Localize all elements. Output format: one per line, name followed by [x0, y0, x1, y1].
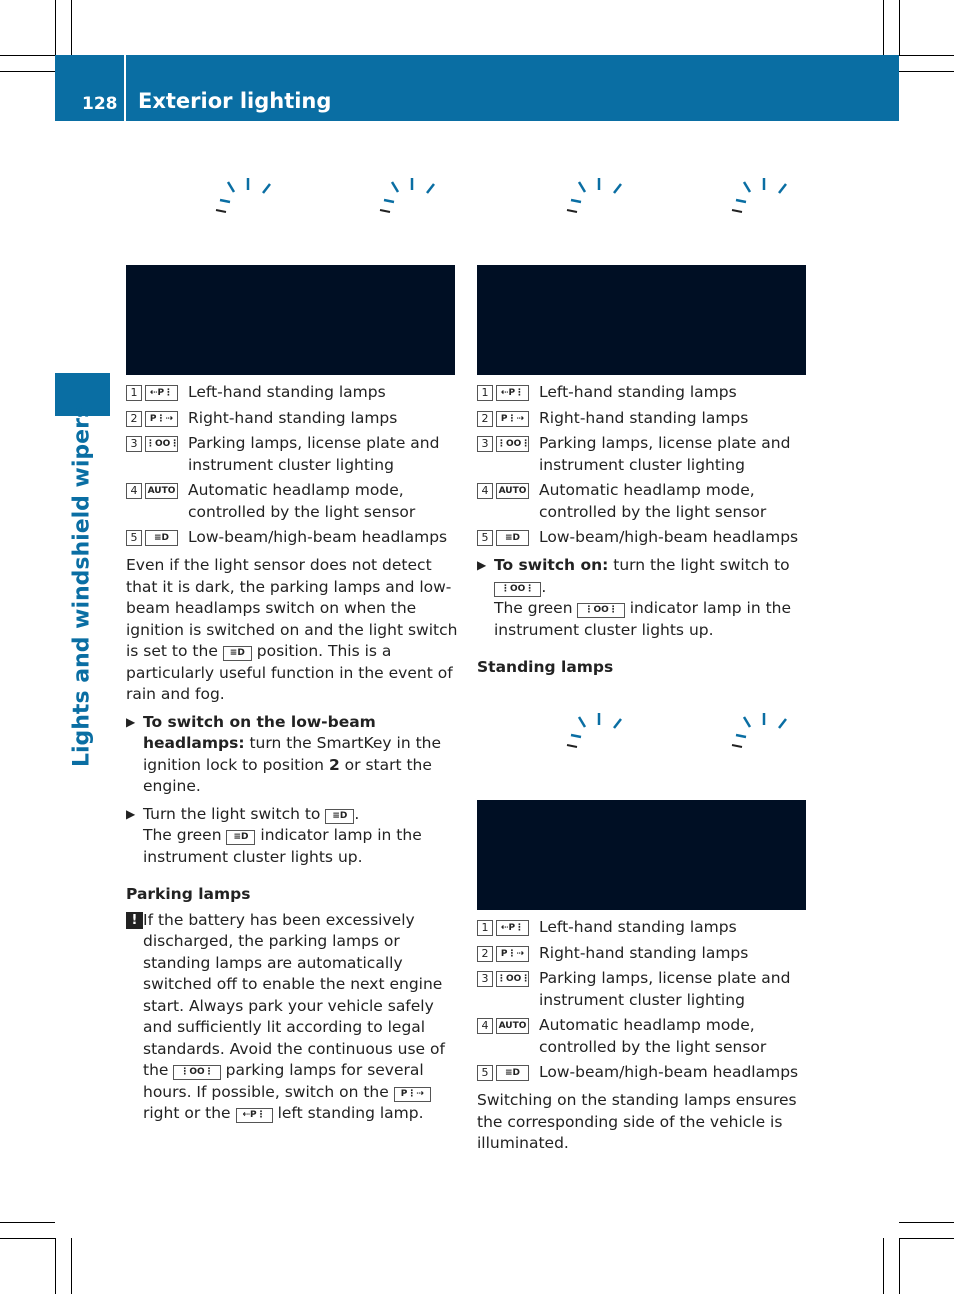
legend-item — [477, 1015, 812, 1058]
result-text: The green — [494, 599, 573, 617]
low-beam-icon: ≡D — [145, 530, 178, 546]
crop-mark — [899, 55, 954, 56]
legend-item — [477, 480, 812, 523]
crop-mark — [55, 1238, 56, 1294]
right-standing-lamp-icon: P⋮⇢ — [145, 411, 178, 427]
step-title: To switch on the low-beam headlamps: — [143, 712, 376, 752]
legend-text: Left-hand standing lamps — [539, 918, 737, 936]
legend-text: Left-hand standing lamps — [188, 383, 386, 401]
section-title: Exterior lighting — [138, 89, 332, 113]
standing-lamps-heading: Standing lamps — [477, 658, 614, 676]
crop-mark — [883, 1238, 884, 1294]
legend-item — [126, 527, 461, 549]
parking-lamp-icon: ⋮OO⋮ — [494, 582, 541, 597]
parking-lamps-heading: Parking lamps — [126, 885, 251, 903]
parking-lamp-icon: ⋮OO⋮ — [496, 436, 529, 452]
step-text-end: or start the engine. — [143, 755, 432, 795]
crop-mark — [0, 71, 55, 72]
auto-headlamp-icon: AUTO — [145, 483, 178, 499]
step-parking-on — [477, 555, 812, 641]
right-standing-lamp-icon: P⋮⇢ — [394, 1087, 431, 1102]
legend-text: Automatic headlamp mode, controlled by the light sensor — [539, 1016, 767, 1056]
intro-paragraph — [126, 555, 461, 706]
warning-text: If the battery has been excessively discharged, the parking lamps or standing lamps are automatically switched off to enable the next engine start. Always park your vehicle safely and sufficiently lit according to legal standards. Avoid the continuous use of the — [143, 910, 445, 1079]
legend-text: Right-hand standing lamps — [188, 408, 398, 427]
side-tab-label: Lights and windshield wipers — [69, 404, 95, 768]
legend-item — [477, 408, 812, 430]
legend-number: 1 — [126, 385, 142, 401]
low-beam-icon: ≡D — [496, 1065, 529, 1081]
legend-text: Low-beam/high-beam headlamps — [188, 528, 448, 546]
step-title: To switch on: — [494, 556, 609, 574]
parking-lamp-icon: ⋮OO⋮ — [145, 436, 178, 452]
crop-mark — [0, 1238, 55, 1239]
legend-text: Parking lamps, license plate and instrument cluster lighting — [539, 434, 791, 474]
legend-text: Right-hand standing lamps — [539, 943, 749, 962]
left-standing-lamp-icon: ⇠P⋮ — [236, 1108, 273, 1123]
legend-item — [126, 408, 461, 430]
crop-mark — [899, 0, 900, 55]
low-beam-icon: ≡D — [325, 809, 354, 824]
step-arrow-icon: ▶ — [477, 558, 487, 572]
right-standing-lamp-icon: P⋮⇢ — [496, 946, 529, 962]
parking-lamp-icon: ⋮OO⋮ — [577, 603, 624, 618]
step-arrow-icon: ▶ — [126, 714, 136, 729]
legend-number: 1 — [477, 385, 493, 401]
right-standing-lamp-icon: P⋮⇢ — [496, 411, 529, 427]
low-beam-icon: ≡D — [496, 530, 529, 546]
legend-item — [477, 917, 812, 939]
legend-number: 2 — [126, 411, 142, 427]
switch-legend — [477, 382, 812, 553]
legend-text: Automatic headlamp mode, controlled by the light sensor — [188, 481, 416, 521]
left-standing-lamp-icon: ⇠P⋮ — [496, 920, 529, 936]
legend-number: 3 — [477, 971, 493, 987]
legend-number: 3 — [126, 436, 142, 452]
indicator-rays-icon — [212, 174, 276, 216]
left-standing-lamp-icon: ⇠P⋮ — [145, 385, 178, 401]
indicator-rays-icon — [376, 174, 440, 216]
step-end-mark: . — [354, 804, 360, 823]
step-arrow-icon: ▶ — [126, 806, 136, 821]
legend-number: 4 — [477, 483, 493, 499]
legend-item — [477, 968, 812, 1011]
result-text: The green — [143, 826, 222, 844]
legend-text: Low-beam/high-beam headlamps — [539, 528, 799, 546]
parking-lamp-icon: ⋮OO⋮ — [496, 971, 529, 987]
step-end-mark: . — [541, 577, 547, 596]
legend-number: 3 — [477, 436, 493, 452]
switch-legend — [477, 917, 812, 1088]
legend-item — [126, 480, 461, 523]
switch-legend — [126, 382, 461, 553]
legend-item — [477, 433, 812, 476]
step-text: turn the SmartKey in the ignition lock to position — [143, 734, 442, 774]
warning-text: right or the — [143, 1104, 231, 1122]
indicator-rays-icon — [728, 709, 792, 751]
legend-number: 4 — [126, 483, 142, 499]
indicator-rays-icon — [563, 709, 627, 751]
indicator-rays-icon — [563, 174, 627, 216]
crop-mark — [55, 0, 56, 55]
crop-mark — [883, 0, 884, 55]
legend-number: 5 — [477, 530, 493, 546]
legend-text: Parking lamps, license plate and instrument cluster lighting — [539, 969, 791, 1009]
page-number: 128 — [82, 94, 118, 114]
result-text-end: indicator lamp in the instrument cluster lights up. — [143, 826, 422, 866]
auto-headlamp-icon: AUTO — [496, 483, 529, 499]
header-divider — [124, 55, 126, 121]
warning-icon: ! — [126, 912, 143, 929]
closing-paragraph: Switching on the standing lamps ensures the corresponding side of the vehicle is illuminated. — [477, 1091, 797, 1152]
legend-text: Left-hand standing lamps — [539, 383, 737, 401]
crop-mark — [0, 1222, 55, 1223]
warning-text: left standing lamp. — [277, 1104, 424, 1122]
indicator-rays-icon — [728, 174, 792, 216]
low-beam-icon: ≡D — [226, 830, 255, 845]
legend-text: Low-beam/high-beam headlamps — [539, 1063, 799, 1081]
result-text-end: indicator lamp in the instrument cluster lights up. — [494, 599, 792, 639]
warning-text: parking lamps for several hours. If possible, switch on the — [143, 1061, 424, 1101]
ignition-position: 2 — [328, 755, 340, 774]
right-column-text — [477, 555, 812, 679]
crop-mark — [899, 1238, 954, 1239]
crop-mark — [899, 1238, 900, 1294]
legend-number: 5 — [126, 530, 142, 546]
legend-number: 4 — [477, 1018, 493, 1034]
parking-lamp-icon: ⋮OO⋮ — [173, 1065, 220, 1080]
auto-headlamp-icon: AUTO — [496, 1018, 529, 1034]
step-turn-switch — [126, 804, 461, 869]
legend-item — [477, 943, 812, 965]
legend-item — [126, 433, 461, 476]
legend-text: Right-hand standing lamps — [539, 408, 749, 427]
legend-number: 5 — [477, 1065, 493, 1081]
legend-number: 2 — [477, 411, 493, 427]
light-switch-image — [477, 800, 806, 910]
legend-item — [126, 382, 461, 404]
step-low-beam — [126, 712, 461, 798]
crop-mark — [899, 71, 954, 72]
legend-number: 2 — [477, 946, 493, 962]
intro-text-end: position. This is a particularly useful function in the event of rain and fog. — [126, 642, 453, 703]
legend-item — [477, 382, 812, 404]
legend-text: Parking lamps, license plate and instrument cluster lighting — [188, 434, 440, 474]
crop-mark — [71, 0, 72, 55]
legend-item — [477, 527, 812, 549]
crop-mark — [0, 55, 55, 56]
legend-item — [477, 1062, 812, 1084]
light-switch-image — [477, 265, 806, 375]
left-column-text — [126, 555, 461, 1125]
warning-note — [126, 910, 461, 1125]
legend-number: 1 — [477, 920, 493, 936]
legend-text: Automatic headlamp mode, controlled by the light sensor — [539, 481, 767, 521]
low-beam-icon: ≡D — [223, 646, 252, 661]
crop-mark — [71, 1238, 72, 1294]
step-text: Turn the light switch to — [143, 804, 321, 823]
intro-text: Even if the light sensor does not detect that it is dark, the parking lamps and low-beam headlamps switch on when the ignition is switched on and the light switch is set to the — [126, 556, 458, 660]
left-standing-lamp-icon: ⇠P⋮ — [496, 385, 529, 401]
step-text: turn the light switch to — [613, 556, 790, 574]
crop-mark — [899, 1222, 954, 1223]
light-switch-image — [126, 265, 455, 375]
